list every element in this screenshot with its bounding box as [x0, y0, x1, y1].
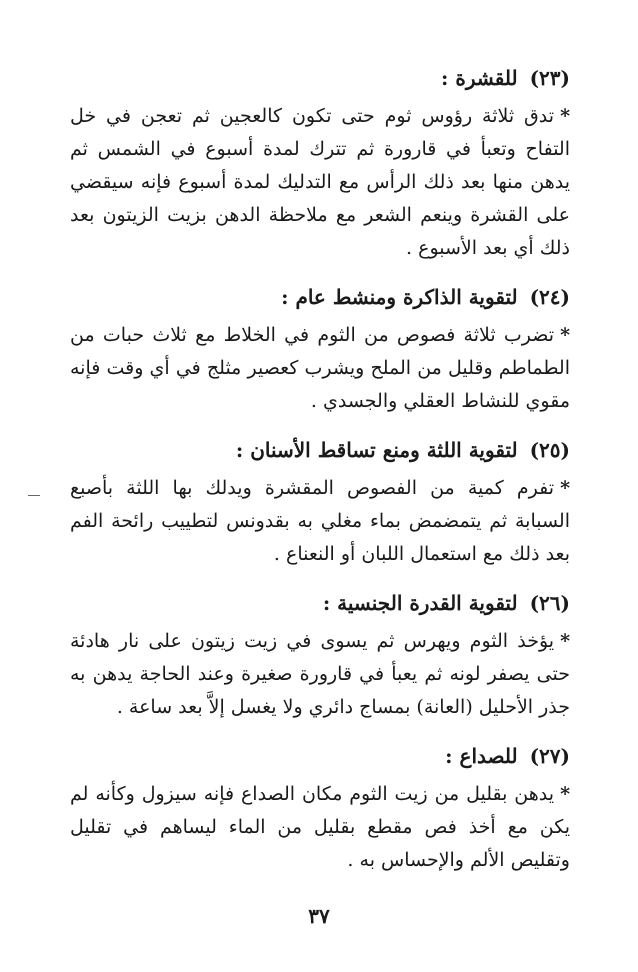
- section-24: [70, 281, 570, 418]
- bullet-star-icon: *: [560, 783, 570, 805]
- section-body: [70, 625, 570, 724]
- section-title: لتقوية الذاكرة ومنشط عام :: [281, 285, 518, 309]
- section-25: [70, 434, 570, 571]
- section-title: لتقوية القدرة الجنسية :: [322, 591, 518, 615]
- section-heading: [70, 62, 570, 94]
- section-23: [70, 62, 570, 265]
- page-number: ٣٧: [308, 904, 330, 928]
- section-title: للصداع :: [445, 744, 518, 768]
- section-title: للقشرة :: [441, 66, 518, 90]
- section-body: [70, 100, 570, 265]
- bullet-star-icon: *: [560, 477, 570, 499]
- section-26: [70, 587, 570, 724]
- section-body: [70, 778, 570, 877]
- document-page: [70, 62, 570, 893]
- section-heading: [70, 434, 570, 466]
- bullet-star-icon: *: [560, 630, 570, 652]
- section-text: تدق ثلاثة رؤوس ثوم حتى تكون كالعجين ثم تعجن في خل التفاح وتعبأ في قارورة ثم تترك لمدة أسبوع في الشمس ثم يدهن منها بعد ذلك الرأس مع التدليك لمدة أسبوع فإنه سيقضي على القشرة وينعم الشعر مع ملاحظة الدهن بزيت الزيتون بعد ذلك أي بعد الأسبوع .: [70, 105, 570, 259]
- section-number: (٢٧): [529, 744, 570, 768]
- margin-mark: [28, 495, 40, 496]
- section-text: تفرم كمية من الفصوص المقشرة ويدلك بها اللثة بأصبع السبابة ثم يتمضمض بماء مغلي به بقدونس لتطييب رائحة الفم بعد ذلك مع استعمال اللبان أو النعناع .: [70, 477, 570, 565]
- section-27: [70, 740, 570, 877]
- section-body: [70, 472, 570, 571]
- section-text: تضرب ثلاثة فصوص من الثوم في الخلاط مع ثلاث حبات من الطماطم وقليل من الملح ويشرب كعصير مثلج في أي وقت فإنه مقوي للنشاط العقلي والجسدي .: [70, 324, 570, 412]
- bullet-star-icon: *: [560, 324, 570, 346]
- section-heading: [70, 740, 570, 772]
- bullet-star-icon: *: [560, 105, 570, 127]
- section-number: (٢٤): [529, 285, 570, 309]
- section-text: يدهن بقليل من زيت الثوم مكان الصداع فإنه سيزول وكأنه لم يكن مع أخذ فص مقطع بقليل من الماء ليساهم في تقليل وتقليص الألم والإحساس به .: [70, 783, 570, 871]
- section-text: يؤخذ الثوم ويهرس ثم يسوى في زيت زيتون على نار هادئة حتى يصفر لونه ثم يعبأ في قارورة صغيرة وعند الحاجة يدهن به جذر الأحليل (العانة) بمساج دائري ولا يغسل إلاَّ بعد ساعة .: [70, 630, 570, 718]
- section-heading: [70, 281, 570, 313]
- section-number: (٢٦): [529, 591, 570, 615]
- section-heading: [70, 587, 570, 619]
- section-title: لتقوية اللثة ومنع تساقط الأسنان :: [235, 438, 518, 462]
- section-number: (٢٣): [529, 66, 570, 90]
- section-number: (٢٥): [529, 438, 570, 462]
- section-body: [70, 319, 570, 418]
